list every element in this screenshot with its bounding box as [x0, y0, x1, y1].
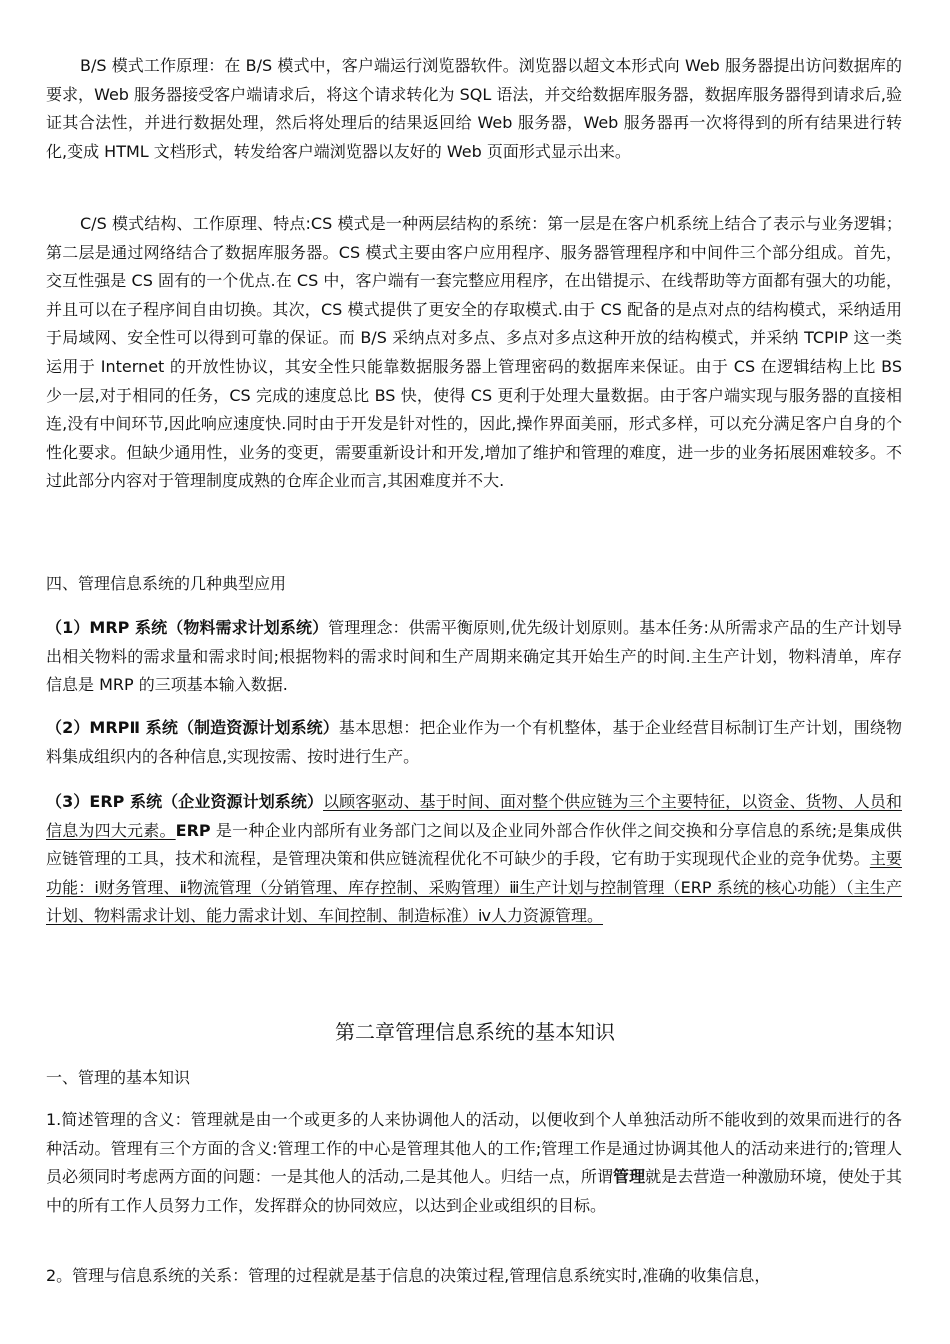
erp-heading: （3）ERP 系统（企业资源计划系统）: [46, 792, 324, 811]
mrp2-body: 基本思想：把企业作为一个有机整体，基于企业经营目标制订生产计划，围绕物料集成组织内的各种信息,实现按需、按时进行生产。: [46, 718, 902, 766]
management-definition-text: 1.简述管理的含义：管理就是由一个或更多的人来协调他人的活动，以便收到个人单独活动所不能收到的效果而进行的各种活动。管理有三个方面的含义:管理工作的中心是管理其他人的工作;管理工作是通过协调其他人的活动来进行的;管理人员必须同时考虑两方面的问题：一是其他人的活动,二是其他人。归结一点，所谓: [46, 1110, 902, 1187]
mrp-body: 管理理念：供需平衡原则,优先级计划原则。基本任务:从所需求产品的生产计划导出相关物料的需求量和需求时间;根据物料的需求时间和生产周期来确定其开始生产的时间.主生产计划，物料清单，库存信息是 MRP 的三项基本输入数据.: [46, 618, 902, 695]
management-bold-term: 管理: [613, 1167, 646, 1187]
erp-definition: 是一种企业内部所有业务部门之间以及企业同外部合作伙伴之间交换和分享信息的系统;是集成供应链管理的工具，技术和流程，是管理决策和供应链流程优化不可缺少的手段，它有助于实现现代企业的竞争优势。: [46, 820, 902, 869]
erp-bold-term: ERP: [175, 820, 211, 840]
erp-features-underlined: 以顾客驱动、基于时间、面对整个供应链为三个主要特征，以资金、货物、人员和信息为四大元素。: [46, 792, 902, 840]
paragraph-mrp: [46, 614, 902, 700]
paragraph-management-information-relation: 2。管理与信息系统的关系：管理的过程就是基于信息的决策过程,管理信息系统实时,准确的收集信息，: [46, 1266, 771, 1285]
paragraph-bs-mode: B/S 模式工作原理：在 B/S 模式中，客户端运行浏览器软件。浏览器以超文本形式向 Web 服务器提出访问数据库的要求，Web 服务器接受客户端请求后，将这个请求转化为 SQL 语法，并交给数据库服务器，数据库服务器得到请求后,验证其合法性，并进行数据处理，然后将处理后的结果返回给 Web 服务器，Web 服务器再一次将得到的所有结果进行转化,变成 HTML 文档形式，转发给客户端浏览器以友好的 Web 页面形式显示出来。: [46, 56, 902, 161]
section-heading-typical-applications: 四、管理信息系统的几种典型应用: [46, 574, 287, 593]
erp-functions-underlined: 主要功能：ⅰ财务管理、ⅱ物流管理（分销管理、库存控制、采购管理）ⅲ生产计划与控制管理（ERP 系统的核心功能）（主生产计划、物料需求计划、能力需求计划、车间控制、制造标准）ⅳ人力资源管理。: [46, 849, 902, 926]
mrp-heading: （1）MRP 系统（物料需求计划系统）: [46, 618, 329, 637]
paragraph-erp: [46, 788, 902, 931]
mrp2-heading: （2）MRPⅡ 系统（制造资源计划系统）: [46, 718, 339, 737]
paragraph-mrp2: [46, 714, 902, 771]
paragraph-management-definition: [46, 1106, 902, 1220]
section-heading-management-basics: 一、管理的基本知识: [46, 1068, 191, 1087]
paragraph-cs-mode: C/S 模式结构、工作原理、特点:CS 模式是一种两层结构的系统：第一层是在客户机系统上结合了表示与业务逻辑；第二层是通过网络结合了数据库服务器。CS 模式主要由客户应用程序、服务器管理程序和中间件三个部分组成。首先，交互性强是 CS 固有的一个优点.在 CS 中，客户端有一套完整应用程序，在出错提示、在线帮助等方面都有强大的功能，并且可以在子程序间自由切换。其次，CS 模式提供了更安全的存取模式.由于 CS 配备的是点对点的结构模式，采纳适用于局域网、安全性可以得到可靠的保证。而 B/S 采纳点对多点、多点对多点这种开放的结构模式，并采纳 TCPIP 这一类运用于 Internet 的开放性协议，其安全性只能靠数据服务器上管理密码的数据库来保证。由于 CS 在逻辑结构上比 BS 少一层,对于相同的任务，CS 完成的速度总比 BS 快，使得 CS 更利于处理大量数据。由于客户端实现与服务器的直接相连,没有中间环节,因此响应速度快.同时由于开发是针对性的，因此,操作界面美丽，形式多样，可以充分满足客户自身的个性化要求。但缺少通用性，业务的变更，需要重新设计和开发,增加了维护和管理的难度，进一步的业务拓展困难较多。不过此部分内容对于管理制度成熟的仓库企业而言,其困难度并不大.: [46, 214, 902, 491]
management-definition-end: 就是去营造一种激励环境，使处于其中的所有工作人员努力工作，发挥群众的协同效应，以达到企业或组织的目标。: [46, 1167, 902, 1215]
chapter-title: 第二章管理信息系统的基本知识: [335, 1020, 615, 1044]
